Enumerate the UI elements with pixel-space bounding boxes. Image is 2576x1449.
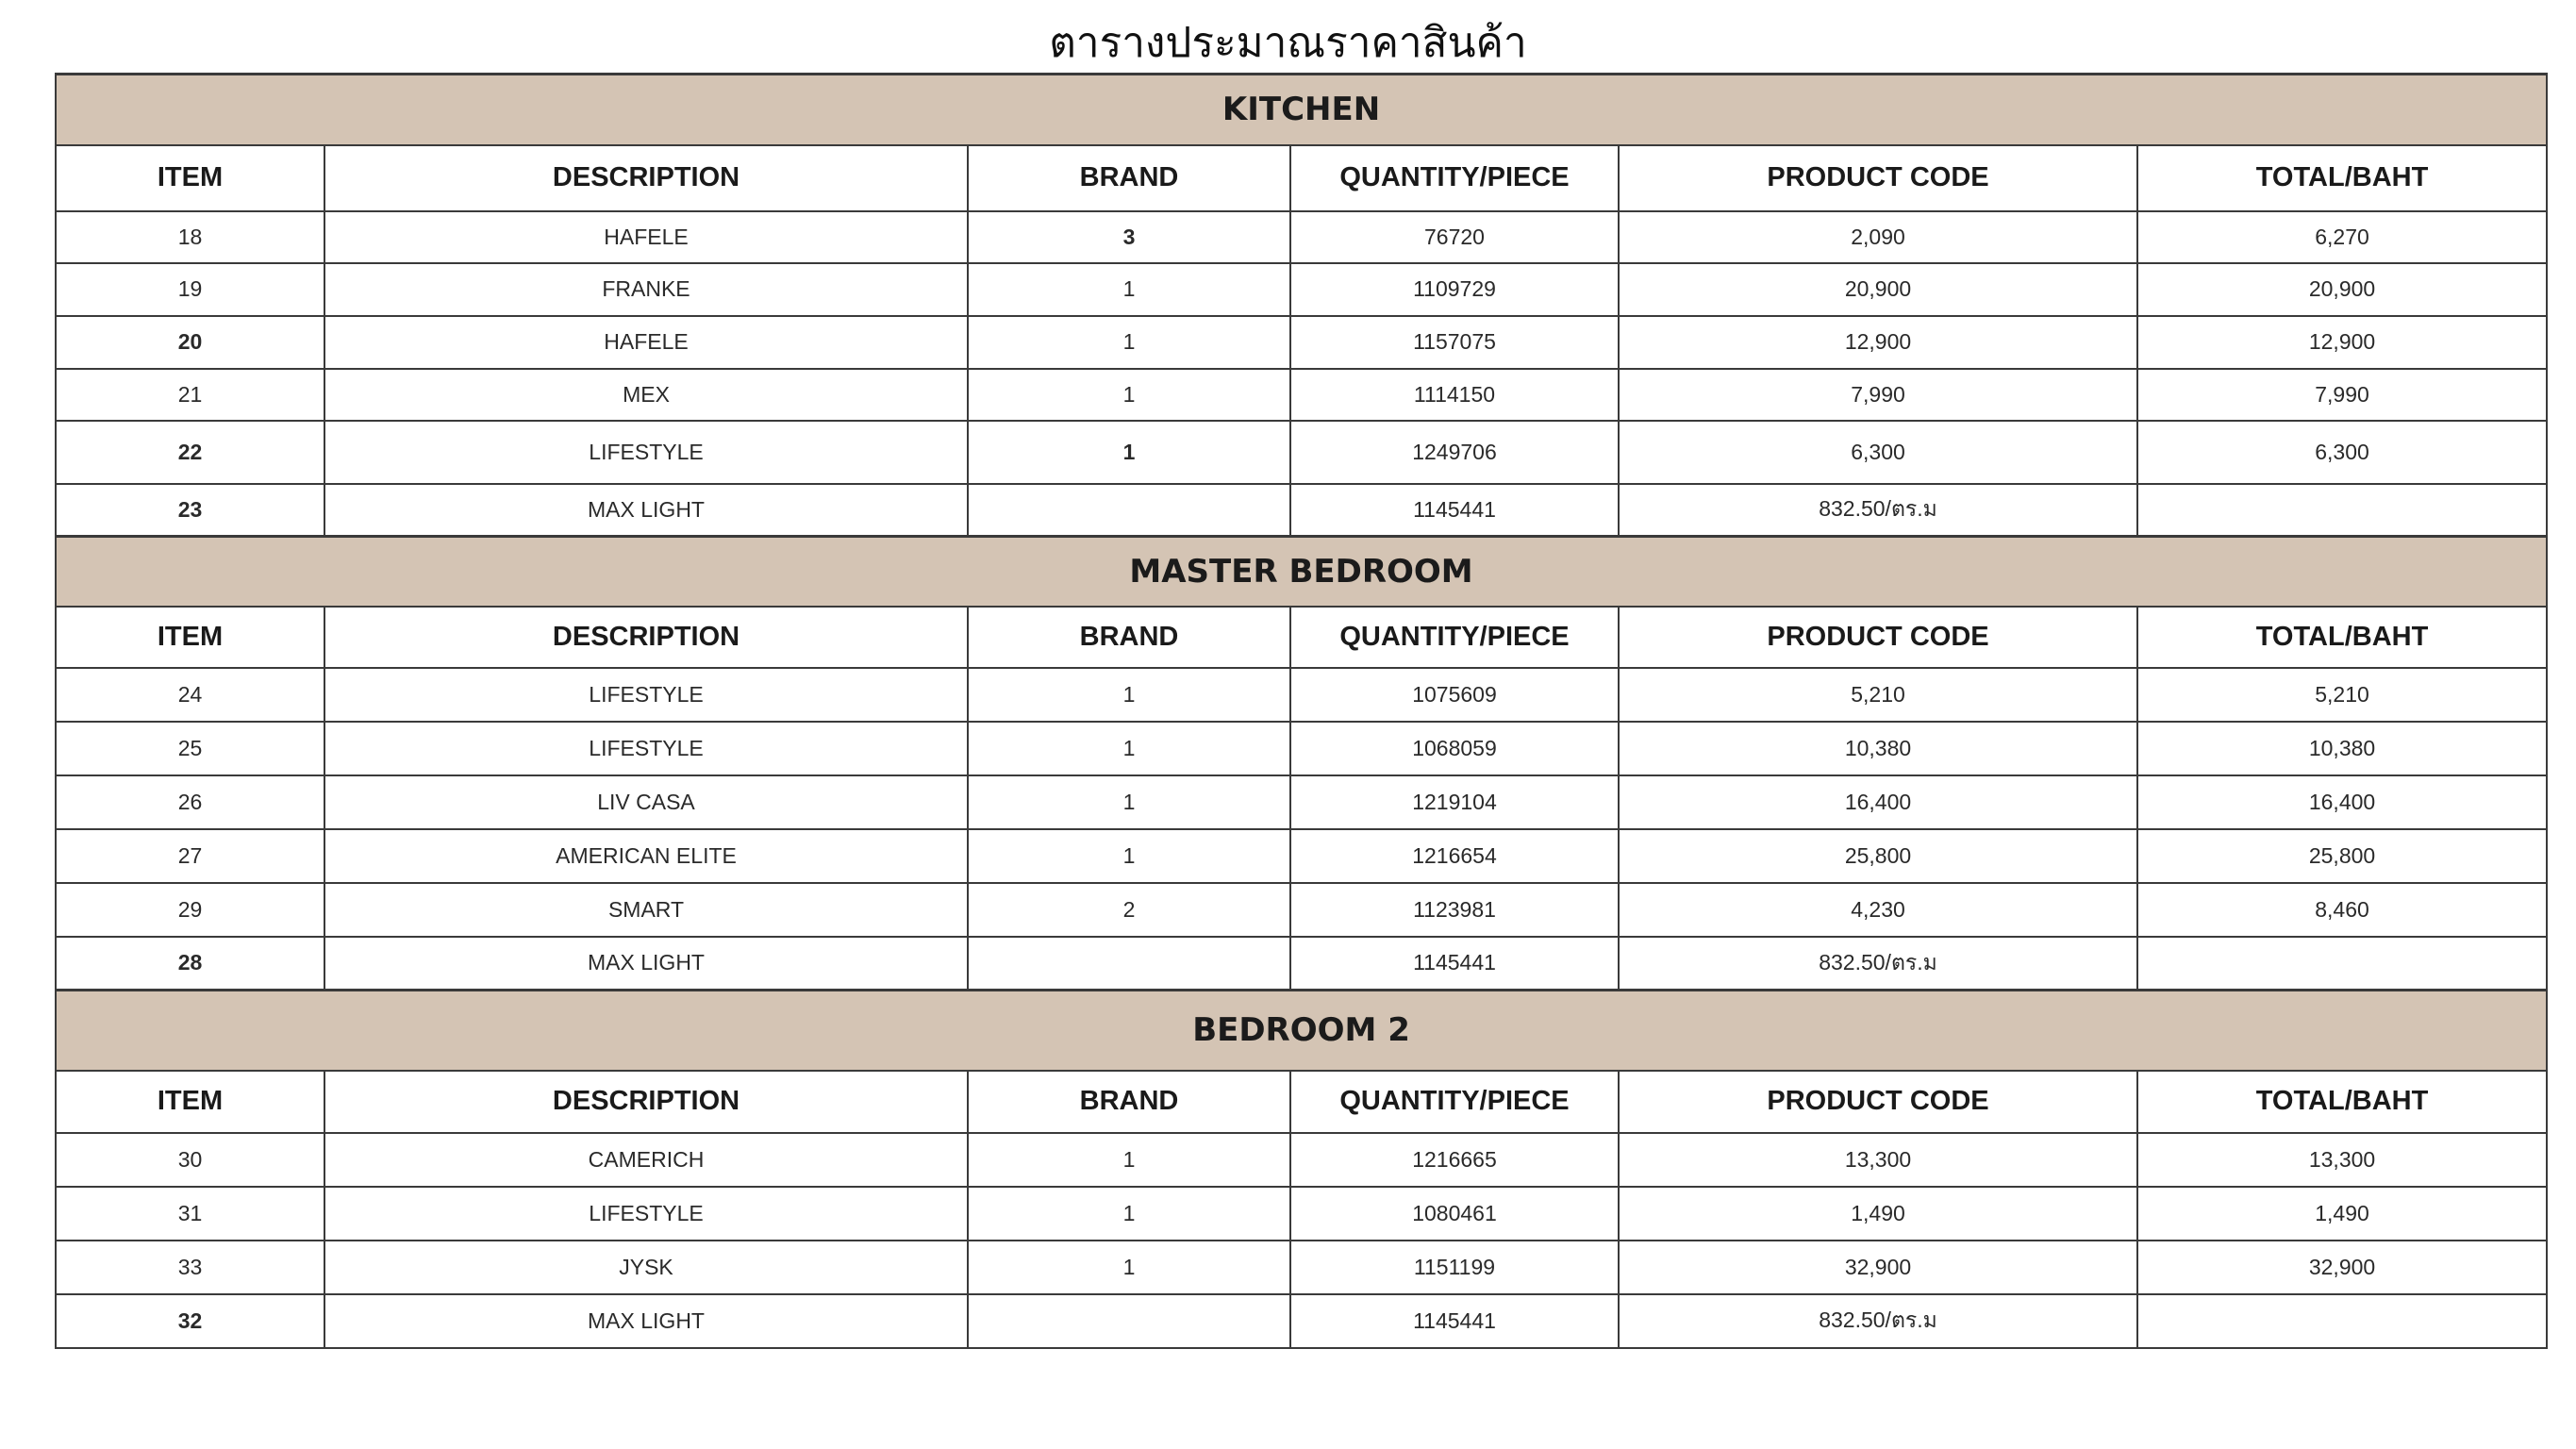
description-cell: HAFELE	[324, 316, 968, 369]
quantity-header: QUANTITY/PIECE	[1290, 145, 1619, 211]
description-cell: LIV CASA	[324, 775, 968, 829]
section-title: BEDROOM 2	[56, 991, 2547, 1071]
brand-cell: 1	[968, 421, 1290, 484]
item-cell: 26	[56, 775, 324, 829]
section-title-row-kitchen	[56, 75, 2547, 145]
quantity-header: QUANTITY/PIECE	[1290, 1071, 1619, 1133]
table-row	[56, 1133, 2547, 1187]
product-code-cell: 832.50/ตร.ม	[1619, 937, 2137, 991]
product-code-cell: 4,230	[1619, 883, 2137, 937]
section-title: MASTER BEDROOM	[56, 537, 2547, 607]
brand-cell: 1	[968, 668, 1290, 722]
total-cell: 6,270	[2137, 211, 2547, 263]
brand-cell: 1	[968, 1133, 1290, 1187]
total-cell: 13,300	[2137, 1133, 2547, 1187]
description-header: DESCRIPTION	[324, 145, 968, 211]
item-cell: 20	[56, 316, 324, 369]
product-code-header: PRODUCT CODE	[1619, 1071, 2137, 1133]
total-cell: 1,490	[2137, 1187, 2547, 1241]
table-row	[56, 829, 2547, 883]
section-title-row-master-bedroom	[56, 537, 2547, 607]
table-row	[56, 775, 2547, 829]
table-row	[56, 1187, 2547, 1241]
page-title: ตารางประมาณราคาสินค้า	[1049, 19, 1527, 67]
item-cell: 19	[56, 263, 324, 316]
product-code-cell: 7,990	[1619, 369, 2137, 421]
description-cell: MAX LIGHT	[324, 1294, 968, 1348]
description-cell: JYSK	[324, 1241, 968, 1294]
product-code-cell: 10,380	[1619, 722, 2137, 775]
item-header: ITEM	[56, 1071, 324, 1133]
total-cell: 7,990	[2137, 369, 2547, 421]
description-cell: SMART	[324, 883, 968, 937]
brand-header: BRAND	[968, 607, 1290, 668]
brand-cell: 2	[968, 883, 1290, 937]
total-cell: 16,400	[2137, 775, 2547, 829]
brand-cell	[968, 937, 1290, 991]
description-cell: LIFESTYLE	[324, 1187, 968, 1241]
table-row	[56, 263, 2547, 316]
product-code-cell: 16,400	[1619, 775, 2137, 829]
brand-header: BRAND	[968, 145, 1290, 211]
quantity-cell: 1157075	[1290, 316, 1619, 369]
description-cell: AMERICAN ELITE	[324, 829, 968, 883]
total-cell: 5,210	[2137, 668, 2547, 722]
brand-header: BRAND	[968, 1071, 1290, 1133]
total-cell: 8,460	[2137, 883, 2547, 937]
item-header: ITEM	[56, 607, 324, 668]
brand-cell: 1	[968, 316, 1290, 369]
brand-cell: 1	[968, 722, 1290, 775]
quantity-cell: 1123981	[1290, 883, 1619, 937]
brand-cell: 1	[968, 1241, 1290, 1294]
quantity-cell: 1080461	[1290, 1187, 1619, 1241]
column-header-row	[56, 607, 2547, 668]
quantity-cell: 1216665	[1290, 1133, 1619, 1187]
quantity-cell: 1075609	[1290, 668, 1619, 722]
description-cell: MAX LIGHT	[324, 484, 968, 537]
product-code-cell: 13,300	[1619, 1133, 2137, 1187]
description-cell: CAMERICH	[324, 1133, 968, 1187]
product-code-cell: 2,090	[1619, 211, 2137, 263]
section-title: KITCHEN	[56, 75, 2547, 145]
quantity-cell: 76720	[1290, 211, 1619, 263]
item-cell: 31	[56, 1187, 324, 1241]
description-cell: LIFESTYLE	[324, 421, 968, 484]
table-row	[56, 421, 2547, 484]
table-row	[56, 211, 2547, 263]
quantity-cell: 1216654	[1290, 829, 1619, 883]
description-cell: FRANKE	[324, 263, 968, 316]
column-header-row	[56, 145, 2547, 211]
description-cell: MEX	[324, 369, 968, 421]
item-cell: 28	[56, 937, 324, 991]
product-code-cell: 20,900	[1619, 263, 2137, 316]
total-header: TOTAL/BAHT	[2137, 145, 2547, 211]
table-row	[56, 1294, 2547, 1348]
description-cell: HAFELE	[324, 211, 968, 263]
product-code-cell: 5,210	[1619, 668, 2137, 722]
table-row	[56, 1241, 2547, 1294]
quantity-header: QUANTITY/PIECE	[1290, 607, 1619, 668]
quantity-cell: 1151199	[1290, 1241, 1619, 1294]
total-cell: 10,380	[2137, 722, 2547, 775]
product-code-cell: 6,300	[1619, 421, 2137, 484]
price-estimate-table	[55, 73, 2548, 1349]
table-row	[56, 937, 2547, 991]
quantity-cell: 1219104	[1290, 775, 1619, 829]
item-cell: 24	[56, 668, 324, 722]
brand-cell: 1	[968, 369, 1290, 421]
item-cell: 21	[56, 369, 324, 421]
quantity-cell: 1068059	[1290, 722, 1619, 775]
description-cell: MAX LIGHT	[324, 937, 968, 991]
description-cell: LIFESTYLE	[324, 722, 968, 775]
quantity-cell: 1145441	[1290, 484, 1619, 537]
total-cell: 32,900	[2137, 1241, 2547, 1294]
item-cell: 30	[56, 1133, 324, 1187]
description-header: DESCRIPTION	[324, 1071, 968, 1133]
total-cell: 20,900	[2137, 263, 2547, 316]
section-title-row-bedroom-2	[56, 991, 2547, 1071]
total-cell	[2137, 937, 2547, 991]
brand-cell: 1	[968, 263, 1290, 316]
product-code-header: PRODUCT CODE	[1619, 145, 2137, 211]
total-cell: 25,800	[2137, 829, 2547, 883]
total-cell	[2137, 1294, 2547, 1348]
item-cell: 33	[56, 1241, 324, 1294]
item-cell: 23	[56, 484, 324, 537]
brand-cell: 1	[968, 775, 1290, 829]
product-code-cell: 12,900	[1619, 316, 2137, 369]
quantity-cell: 1145441	[1290, 1294, 1619, 1348]
quantity-cell: 1114150	[1290, 369, 1619, 421]
table-row	[56, 668, 2547, 722]
table-row	[56, 316, 2547, 369]
total-cell	[2137, 484, 2547, 537]
total-header: TOTAL/BAHT	[2137, 1071, 2547, 1133]
brand-cell	[968, 1294, 1290, 1348]
brand-cell	[968, 484, 1290, 537]
column-header-row	[56, 1071, 2547, 1133]
product-code-cell: 25,800	[1619, 829, 2137, 883]
quantity-cell: 1109729	[1290, 263, 1619, 316]
brand-cell: 1	[968, 1187, 1290, 1241]
product-code-cell: 832.50/ตร.ม	[1619, 484, 2137, 537]
total-cell: 6,300	[2137, 421, 2547, 484]
brand-cell: 1	[968, 829, 1290, 883]
table-row	[56, 369, 2547, 421]
description-header: DESCRIPTION	[324, 607, 968, 668]
quantity-cell: 1249706	[1290, 421, 1619, 484]
item-cell: 27	[56, 829, 324, 883]
item-cell: 29	[56, 883, 324, 937]
table-row	[56, 484, 2547, 537]
item-cell: 22	[56, 421, 324, 484]
product-code-cell: 1,490	[1619, 1187, 2137, 1241]
item-cell: 32	[56, 1294, 324, 1348]
table-row	[56, 883, 2547, 937]
item-header: ITEM	[56, 145, 324, 211]
item-cell: 25	[56, 722, 324, 775]
table-row	[56, 722, 2547, 775]
product-code-cell: 32,900	[1619, 1241, 2137, 1294]
total-header: TOTAL/BAHT	[2137, 607, 2547, 668]
description-cell: LIFESTYLE	[324, 668, 968, 722]
product-code-cell: 832.50/ตร.ม	[1619, 1294, 2137, 1348]
product-code-header: PRODUCT CODE	[1619, 607, 2137, 668]
quantity-cell: 1145441	[1290, 937, 1619, 991]
item-cell: 18	[56, 211, 324, 263]
brand-cell: 3	[968, 211, 1290, 263]
total-cell: 12,900	[2137, 316, 2547, 369]
